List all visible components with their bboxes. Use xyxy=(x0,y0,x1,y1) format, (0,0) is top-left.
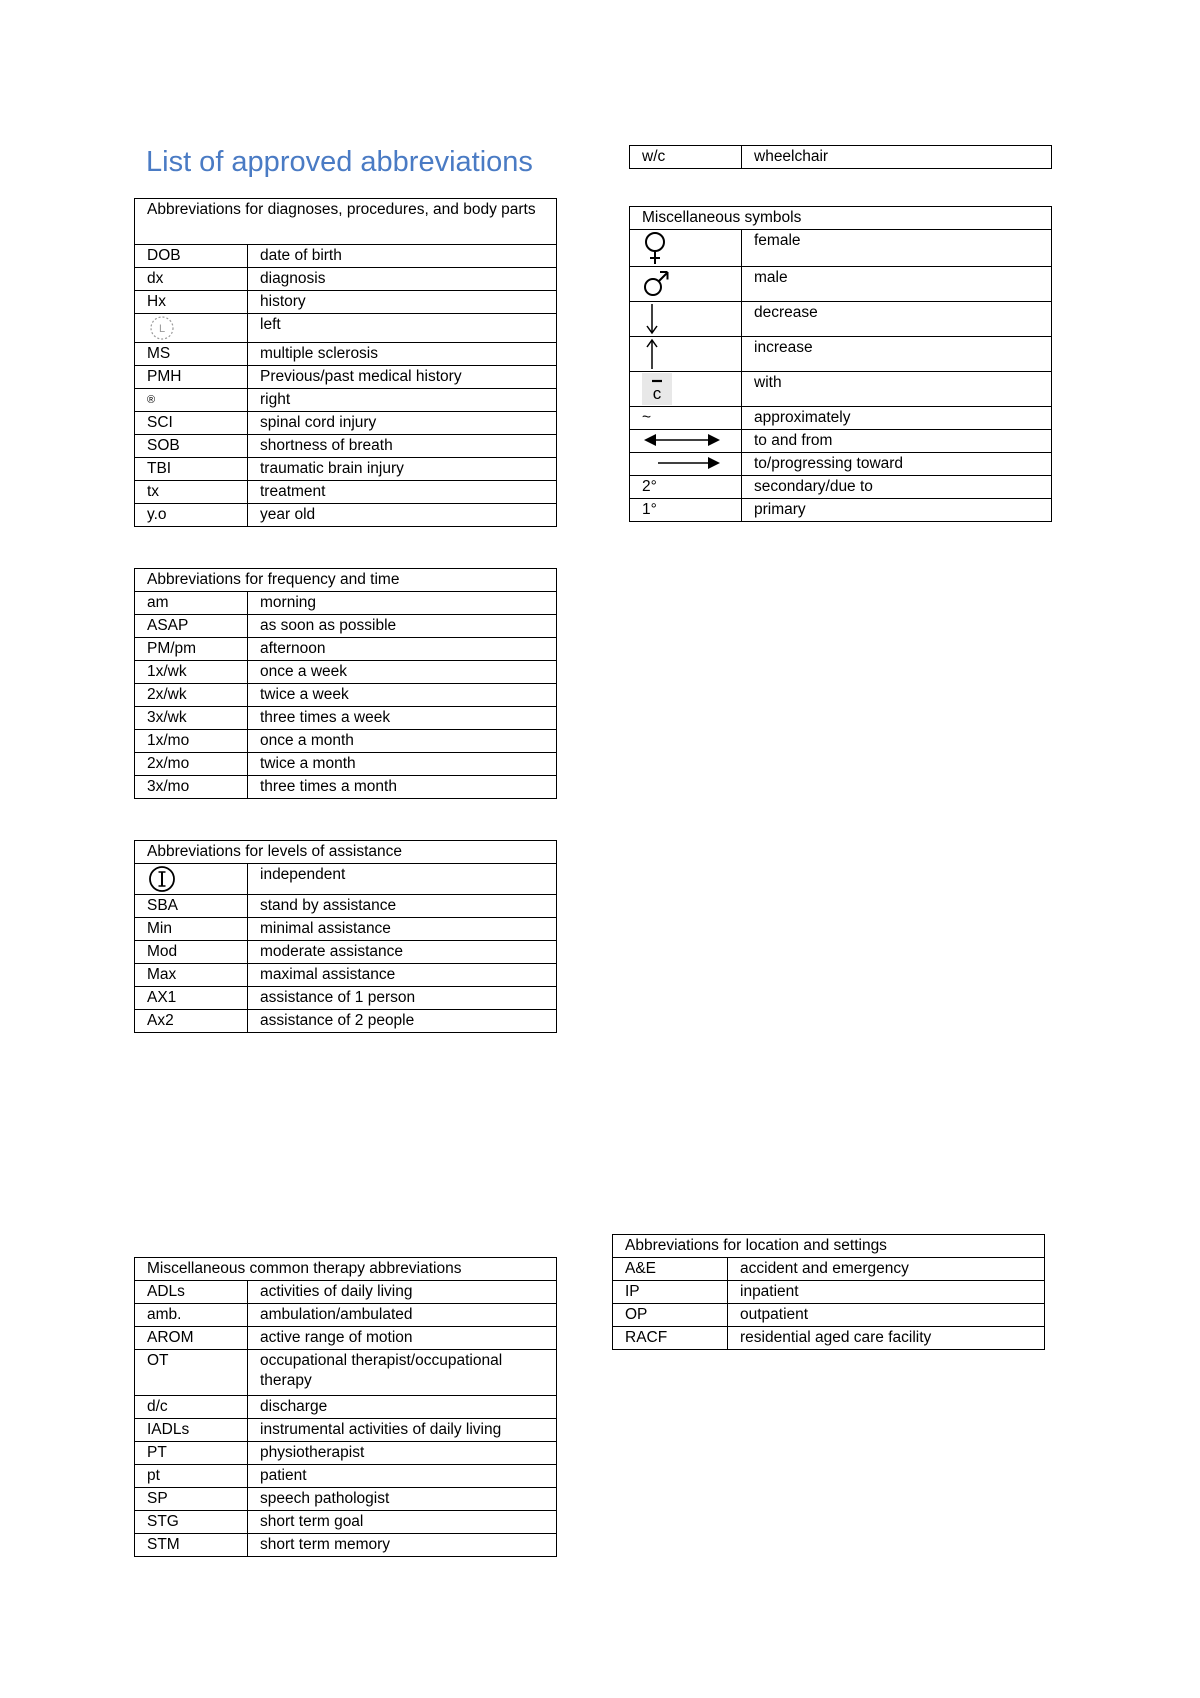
table-row xyxy=(135,615,557,638)
abbreviation-cell: pt xyxy=(135,1465,248,1488)
table-header-row xyxy=(613,1235,1045,1258)
meaning-cell: three times a month xyxy=(248,776,557,799)
table-row xyxy=(135,504,557,527)
table-row xyxy=(135,481,557,504)
table-row xyxy=(135,1396,557,1419)
table-row xyxy=(135,1534,557,1557)
circled-i-icon xyxy=(147,865,177,893)
meaning-cell: as soon as possible xyxy=(248,615,557,638)
symbol-cell xyxy=(630,453,742,476)
meaning-cell: traumatic brain injury xyxy=(248,458,557,481)
symbol-cell: ~ xyxy=(630,407,742,430)
table-row xyxy=(135,1304,557,1327)
table-row xyxy=(613,1304,1045,1327)
abbreviation-cell: AROM xyxy=(135,1327,248,1350)
abbreviation-cell: AX1 xyxy=(135,987,248,1010)
symbol-cell xyxy=(630,302,742,337)
wheelchair-table xyxy=(629,145,1052,169)
abbreviation-cell: RACF xyxy=(613,1327,728,1350)
abbreviation-cell: SOB xyxy=(135,435,248,458)
table-row xyxy=(135,918,557,941)
meaning-cell: primary xyxy=(742,499,1052,522)
svg-text:L: L xyxy=(158,323,166,335)
table-row xyxy=(135,1465,557,1488)
abbreviation-cell: ADLs xyxy=(135,1281,248,1304)
meaning-cell: short term goal xyxy=(248,1511,557,1534)
meaning-cell: independent xyxy=(248,864,557,895)
assistance-table xyxy=(134,840,557,1033)
meaning-cell: to/progressing toward xyxy=(742,453,1052,476)
abbreviation-cell: OP xyxy=(613,1304,728,1327)
meaning-cell: treatment xyxy=(248,481,557,504)
table-row xyxy=(630,372,1052,407)
table-row xyxy=(135,753,557,776)
table-row xyxy=(135,864,557,895)
table-row xyxy=(135,638,557,661)
symbol-cell xyxy=(630,267,742,302)
table-row xyxy=(135,707,557,730)
meaning-cell: active range of motion xyxy=(248,1327,557,1350)
meaning-cell: date of birth xyxy=(248,245,557,268)
meaning-cell: patient xyxy=(248,1465,557,1488)
table-row xyxy=(135,412,557,435)
table-row xyxy=(135,389,557,412)
abbreviation-cell: 1x/wk xyxy=(135,661,248,684)
table-row xyxy=(135,245,557,268)
frequency-table xyxy=(134,568,557,799)
meaning-cell: instrumental activities of daily living xyxy=(248,1419,557,1442)
abbreviation-cell: PM/pm xyxy=(135,638,248,661)
arrow-up-icon xyxy=(642,338,662,370)
meaning-cell: physiotherapist xyxy=(248,1442,557,1465)
meaning-cell: afternoon xyxy=(248,638,557,661)
meaning-cell: short term memory xyxy=(248,1534,557,1557)
circled-l-icon xyxy=(147,315,177,341)
table-row xyxy=(135,291,557,314)
abbreviation-cell: 2x/wk xyxy=(135,684,248,707)
table-row xyxy=(630,230,1052,267)
meaning-cell: outpatient xyxy=(728,1304,1045,1327)
table-row xyxy=(135,435,557,458)
table-row xyxy=(135,458,557,481)
page-title: List of approved abbreviations xyxy=(146,146,533,178)
table-row xyxy=(135,1419,557,1442)
right-arrow-icon xyxy=(642,454,722,472)
table-header: Abbreviations for frequency and time xyxy=(135,569,557,592)
abbreviation-cell: tx xyxy=(135,481,248,504)
table-header-row xyxy=(135,1258,557,1281)
arrow-down-icon xyxy=(642,303,662,335)
table-row xyxy=(630,146,1052,169)
table-header: Abbreviations for levels of assistance xyxy=(135,841,557,864)
symbol-cell xyxy=(630,430,742,453)
meaning-cell: history xyxy=(248,291,557,314)
abbreviation-cell: STM xyxy=(135,1534,248,1557)
table-row xyxy=(135,776,557,799)
abbreviation-cell: 1x/mo xyxy=(135,730,248,753)
meaning-cell: minimal assistance xyxy=(248,918,557,941)
abbreviation-cell: DOB xyxy=(135,245,248,268)
meaning-cell: maximal assistance xyxy=(248,964,557,987)
abbreviation-cell: SBA xyxy=(135,895,248,918)
female-icon xyxy=(642,231,668,265)
abbreviation-cell xyxy=(135,864,248,895)
table-row xyxy=(630,476,1052,499)
table-row xyxy=(135,1511,557,1534)
abbreviation-cell: ASAP xyxy=(135,615,248,638)
table-header-row xyxy=(135,569,557,592)
table-row xyxy=(630,499,1052,522)
meaning-cell: twice a month xyxy=(248,753,557,776)
table-row xyxy=(135,314,557,343)
table-row xyxy=(613,1258,1045,1281)
table-row xyxy=(135,987,557,1010)
location-table xyxy=(612,1234,1045,1350)
c-bar-icon xyxy=(642,373,672,405)
table-row xyxy=(613,1281,1045,1304)
meaning-cell: occupational therapist/occupational therapy xyxy=(248,1350,557,1396)
table-row xyxy=(135,1442,557,1465)
table-header: Abbreviations for diagnoses, procedures, and body parts xyxy=(135,199,557,245)
table-row xyxy=(630,453,1052,476)
meaning-cell: discharge xyxy=(248,1396,557,1419)
table-header: Miscellaneous symbols xyxy=(630,207,1052,230)
table-row xyxy=(135,1350,557,1396)
meaning-cell: ambulation/ambulated xyxy=(248,1304,557,1327)
abbreviation-cell: 2x/mo xyxy=(135,753,248,776)
table-header-row xyxy=(135,199,557,245)
table-row xyxy=(135,366,557,389)
table-row xyxy=(135,730,557,753)
abbreviation-cell: TBI xyxy=(135,458,248,481)
table-row xyxy=(135,1488,557,1511)
table-row xyxy=(630,302,1052,337)
symbol-cell xyxy=(630,337,742,372)
meaning-cell: diagnosis xyxy=(248,268,557,291)
meaning-cell: female xyxy=(742,230,1052,267)
meaning-cell: multiple sclerosis xyxy=(248,343,557,366)
abbreviation-cell: amb. xyxy=(135,1304,248,1327)
meaning-cell: right xyxy=(248,389,557,412)
meaning-cell: activities of daily living xyxy=(248,1281,557,1304)
abbreviation-cell: d/c xyxy=(135,1396,248,1419)
abbreviation-cell: y.o xyxy=(135,504,248,527)
table-row xyxy=(135,268,557,291)
abbreviation-cell: IP xyxy=(613,1281,728,1304)
abbreviation-cell: STG xyxy=(135,1511,248,1534)
abbreviation-cell: am xyxy=(135,592,248,615)
meaning-cell: year old xyxy=(248,504,557,527)
abbreviation-cell: Min xyxy=(135,918,248,941)
table-row xyxy=(135,661,557,684)
abbreviation-cell: Ax2 xyxy=(135,1010,248,1033)
table-row xyxy=(630,267,1052,302)
diagnoses-table xyxy=(134,198,557,527)
table-row xyxy=(135,343,557,366)
meaning-cell: residential aged care facility xyxy=(728,1327,1045,1350)
abbreviation-cell: MS xyxy=(135,343,248,366)
abbreviation-cell xyxy=(135,314,248,343)
meaning-cell: increase xyxy=(742,337,1052,372)
meaning-cell: left xyxy=(248,314,557,343)
table-row xyxy=(135,1010,557,1033)
double-arrow-icon xyxy=(642,431,722,449)
table-header: Abbreviations for location and settings xyxy=(613,1235,1045,1258)
table-row xyxy=(135,941,557,964)
meaning-cell: to and from xyxy=(742,430,1052,453)
abbreviation-cell: SP xyxy=(135,1488,248,1511)
abbreviation-cell: Mod xyxy=(135,941,248,964)
abbreviation-cell: w/c xyxy=(630,146,742,169)
symbols-table xyxy=(629,206,1052,522)
abbreviation-cell: SCI xyxy=(135,412,248,435)
meaning-cell: once a week xyxy=(248,661,557,684)
abbreviation-cell: A&E xyxy=(613,1258,728,1281)
meaning-cell: shortness of breath xyxy=(248,435,557,458)
meaning-cell: inpatient xyxy=(728,1281,1045,1304)
meaning-cell: assistance of 2 people xyxy=(248,1010,557,1033)
symbol-cell: 1° xyxy=(630,499,742,522)
symbol-cell: 2° xyxy=(630,476,742,499)
abbreviation-cell: PMH xyxy=(135,366,248,389)
meaning-cell: male xyxy=(742,267,1052,302)
table-row xyxy=(630,407,1052,430)
meaning-cell: speech pathologist xyxy=(248,1488,557,1511)
abbreviation-cell: ® xyxy=(135,389,248,412)
meaning-cell: approximately xyxy=(742,407,1052,430)
table-row xyxy=(135,684,557,707)
meaning-cell: stand by assistance xyxy=(248,895,557,918)
meaning-cell: moderate assistance xyxy=(248,941,557,964)
table-row xyxy=(135,592,557,615)
symbol-cell xyxy=(630,372,742,407)
abbreviation-cell: dx xyxy=(135,268,248,291)
table-row xyxy=(613,1327,1045,1350)
table-row xyxy=(135,964,557,987)
meaning-cell: twice a week xyxy=(248,684,557,707)
symbol-cell xyxy=(630,230,742,267)
abbreviation-cell: Max xyxy=(135,964,248,987)
table-row xyxy=(135,895,557,918)
male-icon xyxy=(642,268,670,298)
meaning-cell: Previous/past medical history xyxy=(248,366,557,389)
table-row xyxy=(630,430,1052,453)
abbreviation-cell: IADLs xyxy=(135,1419,248,1442)
meaning-cell: secondary/due to xyxy=(742,476,1052,499)
table-header: Miscellaneous common therapy abbreviations xyxy=(135,1258,557,1281)
meaning-cell: morning xyxy=(248,592,557,615)
meaning-cell: decrease xyxy=(742,302,1052,337)
meaning-cell: with xyxy=(742,372,1052,407)
meaning-cell: once a month xyxy=(248,730,557,753)
meaning-cell: spinal cord injury xyxy=(248,412,557,435)
table-header-row xyxy=(630,207,1052,230)
meaning-cell: accident and emergency xyxy=(728,1258,1045,1281)
meaning-cell: three times a week xyxy=(248,707,557,730)
meaning-cell: assistance of 1 person xyxy=(248,987,557,1010)
table-row xyxy=(135,1327,557,1350)
svg-text:c: c xyxy=(652,384,662,403)
meaning-cell: wheelchair xyxy=(742,146,1052,169)
abbreviation-cell: Hx xyxy=(135,291,248,314)
abbreviation-cell: 3x/wk xyxy=(135,707,248,730)
abbreviation-cell: PT xyxy=(135,1442,248,1465)
abbreviation-cell: OT xyxy=(135,1350,248,1396)
therapy-table xyxy=(134,1257,557,1557)
table-row xyxy=(135,1281,557,1304)
abbreviation-cell: 3x/mo xyxy=(135,776,248,799)
table-header-row xyxy=(135,841,557,864)
table-row xyxy=(630,337,1052,372)
